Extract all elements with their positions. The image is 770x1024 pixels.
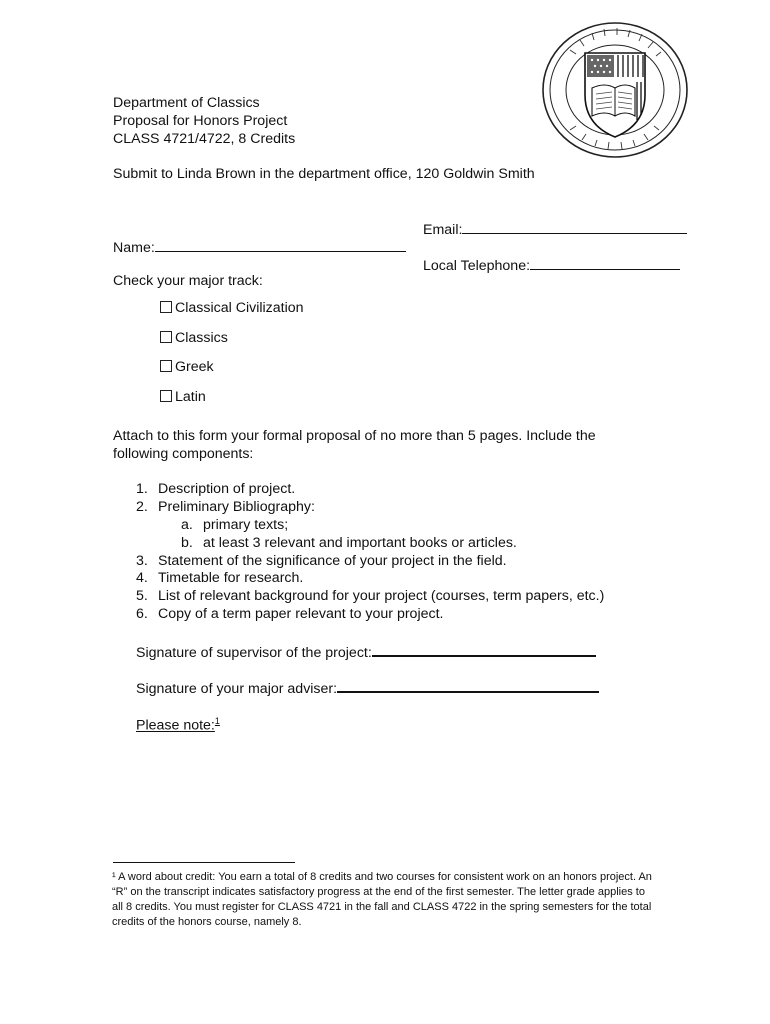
course-credits: CLASS 4721/4722, 8 Credits xyxy=(113,131,296,147)
list-item: 2. Preliminary Bibliography: xyxy=(136,499,315,515)
form-title: Proposal for Honors Project xyxy=(113,113,288,129)
please-note: Please note:$^1$ xyxy=(136,716,220,734)
attach-instructions-cont: following components: xyxy=(113,446,254,462)
adviser-signature-label: Signature of your major adviser: xyxy=(136,681,338,697)
track-option-label: Greek xyxy=(175,359,214,375)
university-seal xyxy=(540,20,690,160)
list-item: 3. Statement of the significance of your project in the field. xyxy=(136,553,507,569)
track-option[interactable] xyxy=(160,358,214,376)
supervisor-signature-label: Signature of supervisor of the project: xyxy=(136,645,372,661)
list-subitem: a. primary texts; xyxy=(181,517,289,533)
track-prompt: Check your major track: xyxy=(113,273,263,289)
email-field[interactable] xyxy=(423,219,687,239)
email-line[interactable] xyxy=(462,219,687,234)
footnote-marker: 1 xyxy=(214,716,220,726)
phone-field[interactable] xyxy=(423,255,680,275)
track-option-label: Classics xyxy=(175,330,228,346)
list-subitem: b. at least 3 relevant and important books or articles. xyxy=(181,535,517,551)
name-line[interactable] xyxy=(155,237,406,252)
footnote-divider xyxy=(113,862,295,863)
checkbox[interactable] xyxy=(160,360,172,372)
phone-line[interactable] xyxy=(530,255,680,270)
attach-instructions: Attach to this form your formal proposal of no more than 5 pages. Include the xyxy=(113,428,596,444)
name-field[interactable] xyxy=(113,237,406,257)
name-label: Name: xyxy=(113,240,155,256)
adviser-signature-line[interactable] xyxy=(337,677,599,693)
checkbox[interactable] xyxy=(160,390,172,402)
phone-label: Local Telephone: xyxy=(423,258,531,274)
list-item: 6. Copy of a term paper relevant to your project. xyxy=(136,606,444,622)
supervisor-signature-line[interactable] xyxy=(372,641,596,657)
submit-instructions: Submit to Linda Brown in the department office, 120 Goldwin Smith xyxy=(113,166,535,182)
checkbox[interactable] xyxy=(160,331,172,343)
footnote-text: ¹ A word about credit: You earn a total of 8 credits and two courses for consistent work on an honors project. An “R” on the transcript indicates satisfactory progress at the end of the first semester. The letter grade applies to all 8 credits. You must register for CLASS 4721 in the fall and CLASS 4722 in the spring semesters for the total credits of the honors course, namely 8. xyxy=(112,871,652,928)
list-item: 1. Description of project. xyxy=(136,481,296,497)
track-option-label: Latin xyxy=(175,389,206,405)
track-option-label: Classical Civilization xyxy=(175,300,304,316)
track-option[interactable] xyxy=(160,299,304,317)
track-option[interactable] xyxy=(160,329,228,347)
department-name: Department of Classics xyxy=(113,95,260,111)
supervisor-signature-field[interactable] xyxy=(136,641,596,662)
list-item: 5. List of relevant background for your project (courses, term papers, etc.) xyxy=(136,588,605,604)
adviser-signature-field[interactable] xyxy=(136,677,599,698)
email-label: Email: xyxy=(423,222,463,238)
list-item: 4. Timetable for research. xyxy=(136,570,304,586)
checkbox[interactable] xyxy=(160,301,172,313)
track-option[interactable] xyxy=(160,388,206,406)
